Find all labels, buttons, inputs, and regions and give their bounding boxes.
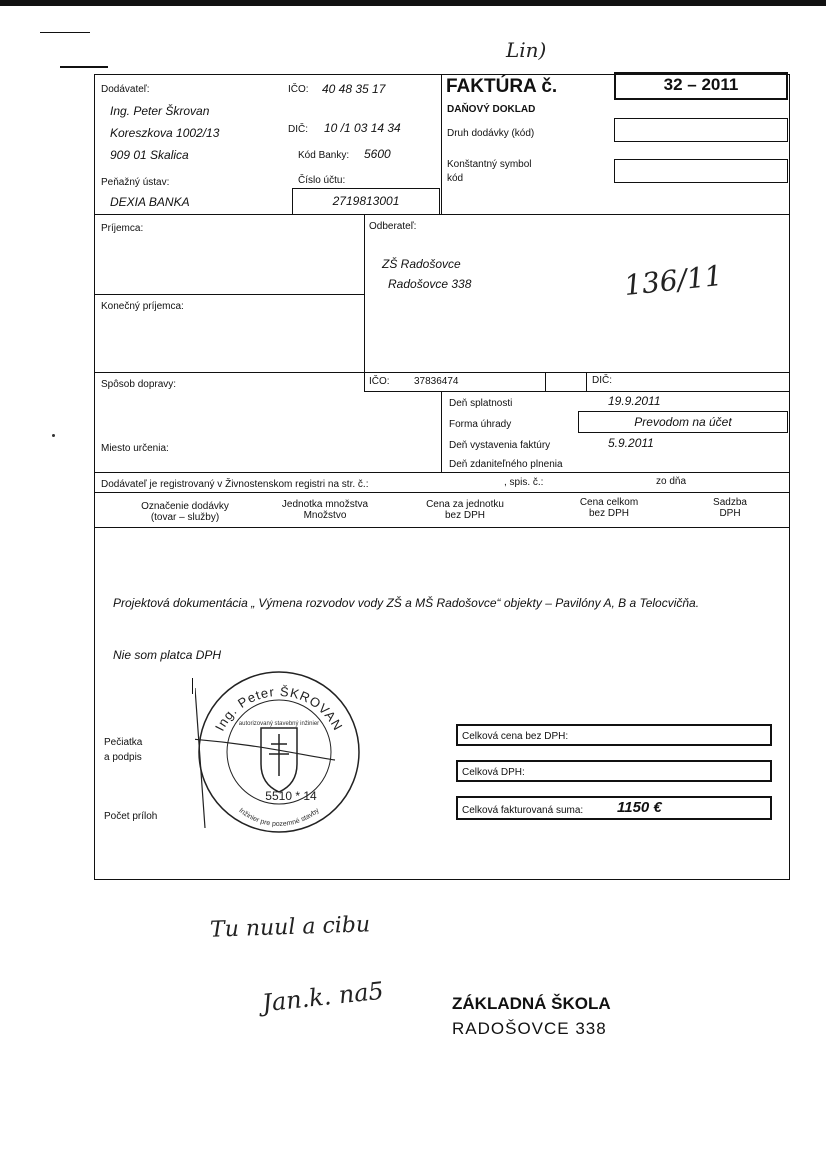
final-recipient-label: Konečný príjemca: [101, 301, 184, 312]
taxable-date-label: Deň zdaniteľného plnenia [449, 459, 563, 470]
scan-dash [60, 66, 108, 68]
supplier-dic: 10 /1 03 14 34 [324, 121, 401, 135]
column-header-unit-price [390, 499, 540, 521]
vat-note: Nie som platca DPH [113, 648, 222, 662]
payment-label: Forma úhrady [449, 419, 512, 430]
column-header-line1: Označenie dodávky [141, 501, 229, 512]
stamp-label: Pečiatka [104, 737, 143, 748]
attachments-label: Počet príloh [104, 811, 158, 822]
signature-label: a podpis [104, 752, 142, 763]
column-header-line2: bez DPH [444, 510, 485, 521]
handwritten-note: Tu nuul a cibu [209, 912, 371, 943]
constant-symbol-label: Konštantný symbol [447, 159, 532, 170]
scan-mark: Lin) [506, 38, 547, 62]
scan-dot [52, 434, 55, 437]
school-stamp-title: ZÁKLADNÁ ŠKOLA [452, 994, 611, 1013]
registry-top-line [94, 472, 790, 473]
payment-method: Prevodom na účet [634, 415, 732, 429]
customer-box [364, 214, 790, 392]
supplier-street: Koreszkova 1002/13 [110, 126, 220, 140]
column-header-line1: Cena celkom [579, 497, 639, 508]
delivery-kind-label: Druh dodávky (kód) [447, 128, 535, 139]
bank-label: Peňažný ústav: [101, 177, 170, 188]
column-header-bottom [94, 527, 790, 528]
column-header-line1: Jednotka množstva [281, 499, 369, 510]
column-header-unit [250, 499, 400, 521]
grand-total-label: Celková fakturovaná suma: [462, 805, 584, 816]
registry-date: zo dňa [656, 476, 687, 487]
item-description: Projektová dokumentácia „ Výmena rozvodov vody ZŠ a MŠ Radošovce“ objekty – Pavilóny A, B a Telocvičňa. [113, 596, 700, 610]
supplier-ico-label: IČO: [288, 84, 309, 95]
bank-name: DEXIA BANKA [110, 195, 190, 209]
invoice-title: FAKTÚRA č. [446, 76, 558, 97]
issue-date-label: Deň vystavenia faktúry [449, 440, 551, 451]
column-header-line1: Cena za jednotku [426, 499, 504, 510]
dates-divider [441, 392, 442, 472]
customer-dic-label: DIČ: [592, 375, 612, 386]
column-header-line2: DPH [719, 508, 741, 519]
vat-total-label: Celková DPH: [462, 767, 525, 778]
delivery-kind-box [614, 118, 788, 142]
dic-divider [586, 372, 587, 392]
registry-bottom-line [94, 492, 790, 493]
supplier-label: Dodávateľ: [101, 84, 150, 95]
customer-address: Radošovce 338 [388, 277, 472, 291]
stamp-bottom-text: Inžinier pre pozemné stavby [237, 807, 321, 829]
account-number: 2719813001 [332, 194, 400, 208]
column-header-line2: Množstvo [303, 510, 347, 521]
constant-symbol-box [614, 159, 788, 183]
customer-label: Odberateľ: [369, 221, 417, 232]
supplier-name: Ing. Peter Škrovan [110, 104, 210, 118]
column-header-line2: bez DPH [588, 508, 629, 519]
account-label: Číslo účtu: [298, 175, 346, 186]
header-divider [441, 74, 442, 214]
destination-label: Miesto určenia: [101, 443, 169, 454]
double-cross-icon [269, 734, 289, 776]
supplier-stamp [195, 668, 363, 836]
supplier-ico: 40 48 35 17 [322, 82, 386, 96]
bank-code-label: Kód Banky: [298, 150, 350, 161]
recipient-label: Príjemca: [101, 223, 144, 234]
recipient-divider [94, 294, 364, 295]
transport-label: Spôsob dopravy: [101, 379, 177, 390]
constant-symbol-code-label: kód [447, 173, 464, 184]
customer-name: ZŠ Radošovce [382, 257, 461, 271]
customer-handwritten-number: 136/11 [622, 258, 724, 303]
due-date-label: Deň splatnosti [449, 398, 513, 409]
handwritten-signature: Jan.k. na5 [260, 976, 385, 1018]
grand-total-value: 1150 € [617, 799, 662, 816]
supplier-city: 909 01 Skalica [110, 148, 189, 162]
column-header-item [110, 501, 260, 523]
net-total-label: Celková cena bez DPH: [462, 731, 569, 742]
invoice-number: 32 – 2011 [663, 75, 739, 94]
invoice-subtitle: DAŇOVÝ DOKLAD [447, 104, 536, 115]
school-stamp-address: RADOŠOVCE 338 [452, 1019, 607, 1038]
scan-dash [40, 32, 90, 33]
column-header-total [534, 497, 684, 519]
issue-date: 5.9.2011 [608, 436, 654, 450]
stamp-name: Ing. Peter ŠKROVAN [211, 683, 346, 734]
due-date: 19.9.2011 [608, 394, 661, 408]
supplier-dic-label: DIČ: [288, 124, 308, 135]
column-header-vat-rate [680, 497, 780, 519]
customer-ico: 37836474 [414, 376, 459, 387]
customer-ico-label: IČO: [369, 376, 390, 387]
column-header-line1: Sadzba [713, 497, 747, 508]
registry-text: Dodávateľ je registrovaný v Živnostenskom registri na str. č.: [101, 479, 369, 490]
registry-spis: , spis. č.: [504, 477, 544, 488]
column-header-line2: (tovar – služby) [150, 512, 220, 523]
tick-mark [192, 678, 193, 694]
stamp-number: 5510 * 14 [265, 789, 317, 803]
stamp-line: autorizovaný stavebný inžinier [238, 721, 320, 727]
bank-code: 5600 [364, 147, 391, 161]
scan-edge [0, 0, 826, 6]
